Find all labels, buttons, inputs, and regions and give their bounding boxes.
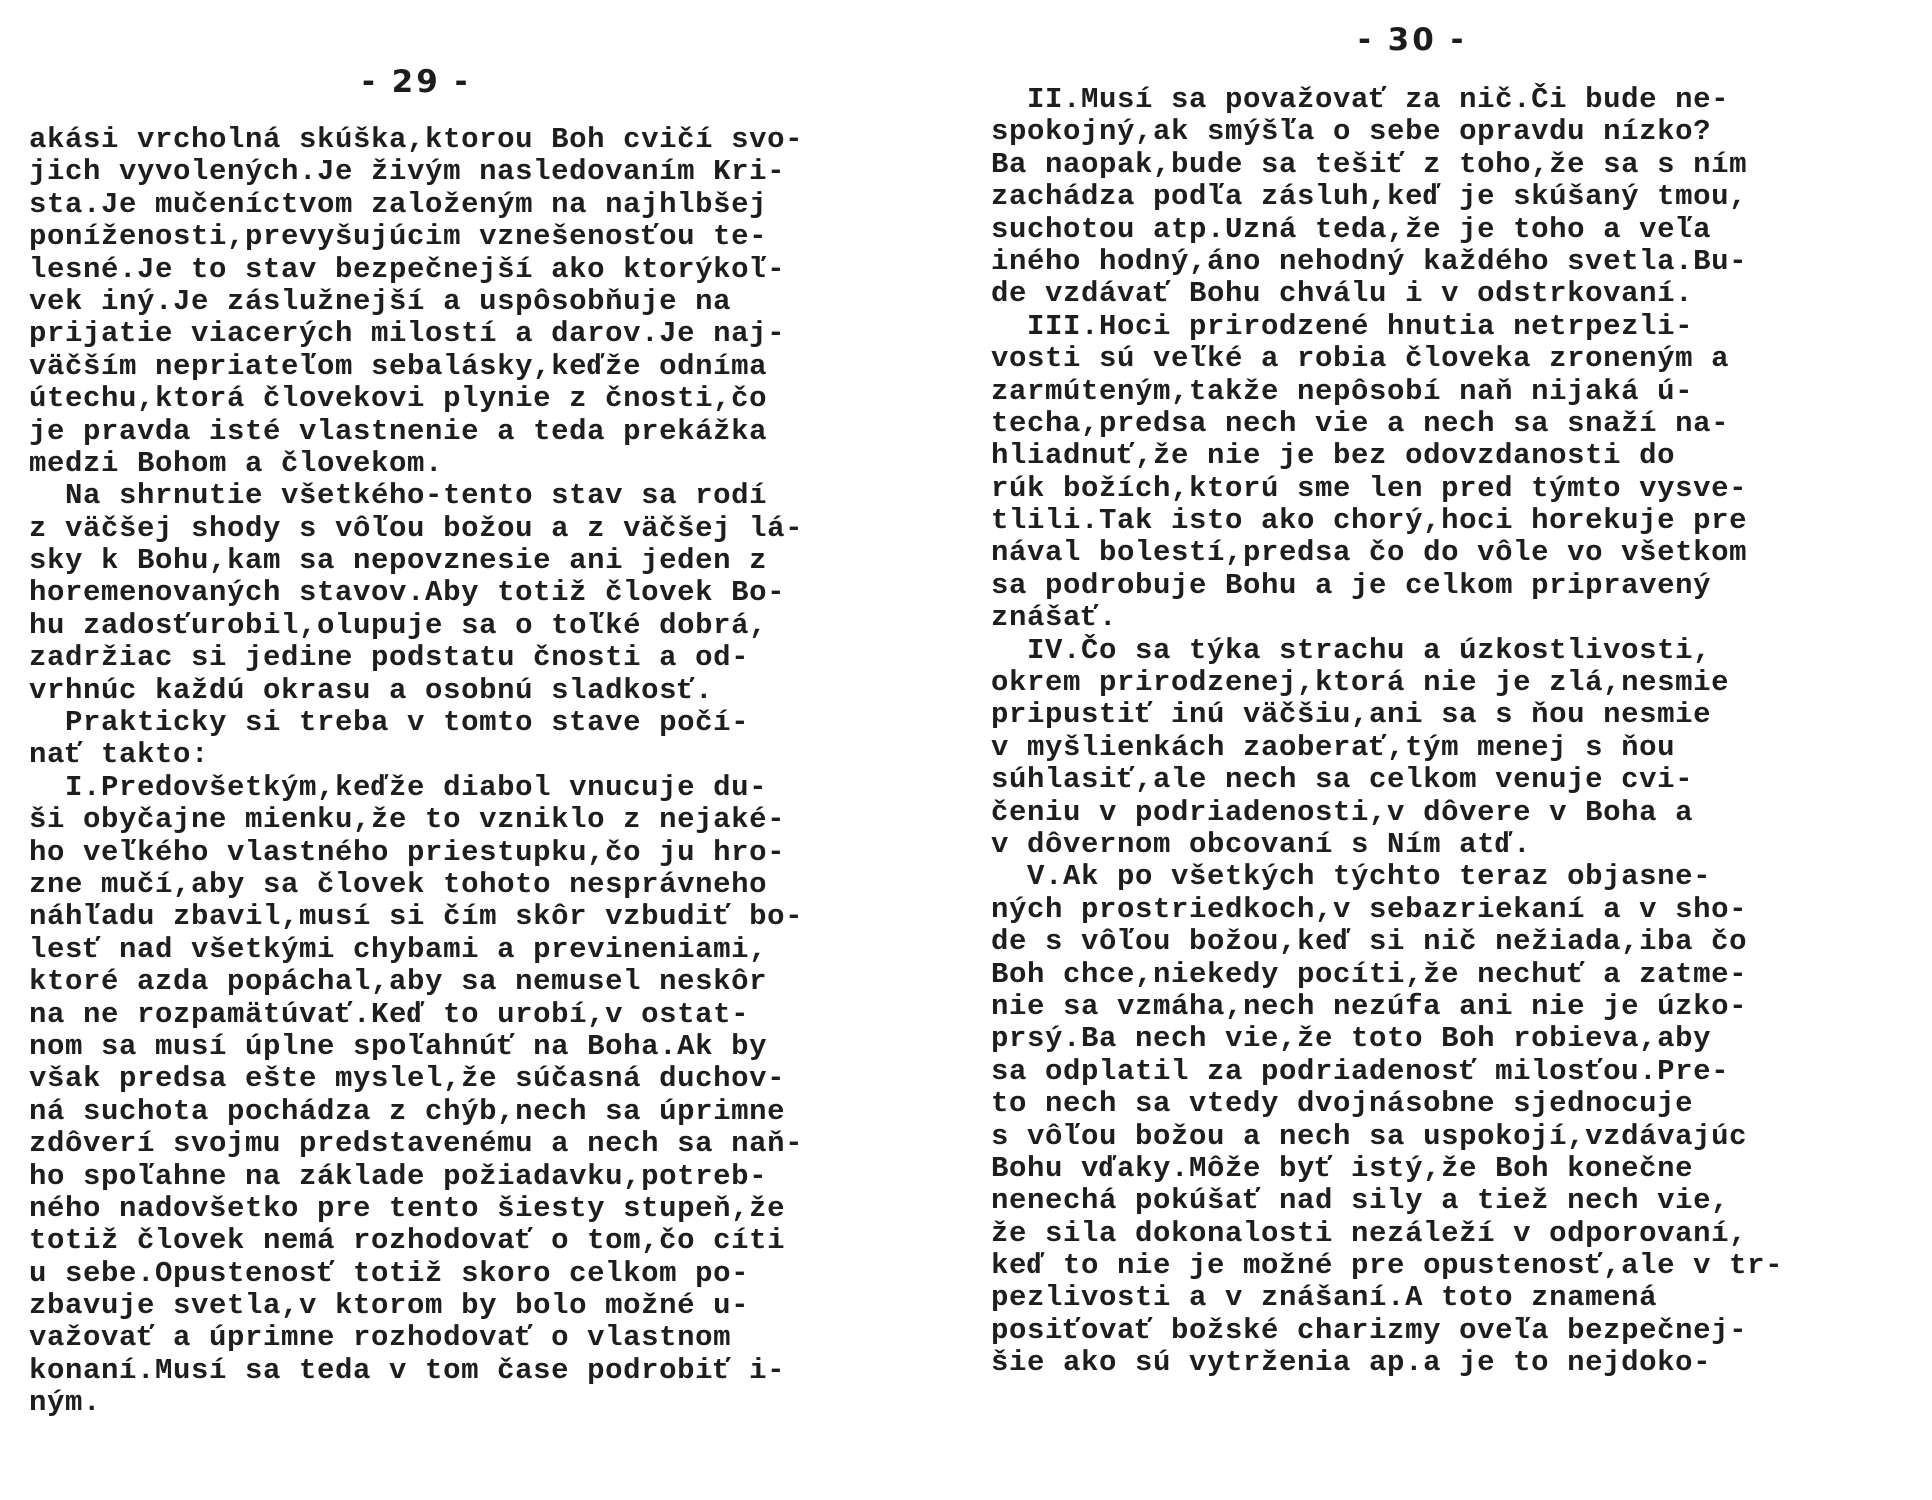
text-line: horemenovaných stavov.Aby totiž človek Bo- xyxy=(29,576,786,610)
text-line: že sila dokonalosti nezáleží v odporovaní, xyxy=(991,1216,1748,1250)
left-page xyxy=(0,0,940,1500)
text-line: pripustiť inú väčšiu,ani sa s ňou nesmie xyxy=(991,698,1712,732)
text-line: pezlivosti a v znášaní.A toto znamená xyxy=(991,1281,1658,1315)
text-line: ši obyčajne mienku,že to vzniklo z nejaké- xyxy=(29,803,786,837)
text-line: keď to nie je možné pre opustenosť,ale v tr- xyxy=(991,1249,1784,1283)
text-line: v dôvernom obcovaní s Ním atď. xyxy=(991,827,1532,861)
text-line: sky k Bohu,kam sa nepovznesie ani jeden z xyxy=(29,544,768,578)
text-line: poníženosti,prevyšujúcim vznešenosťou te- xyxy=(29,220,768,254)
text-line: konaní.Musí sa teda v tom čase podrobiť i- xyxy=(29,1353,786,1387)
text-line: ných prostriedkoch,v sebazriekaní a v sho- xyxy=(991,892,1748,926)
page-number-right: - 30 - xyxy=(1358,22,1467,58)
text-line: na ne rozpamätúvať.Keď to urobí,v ostat- xyxy=(29,997,750,1031)
text-line: súhlasiť,ale nech sa celkom venuje cvi- xyxy=(991,763,1694,797)
text-line: hliadnuť,že nie je bez odovzdanosti do xyxy=(991,439,1676,473)
text-line: vek iný.Je záslužnejší a uspôsobňuje na xyxy=(29,284,732,318)
text-line: to nech sa vtedy dvojnásobne sjednocuje xyxy=(991,1087,1694,1121)
text-line: s vôľou božou a nech sa uspokojí,vzdávajúc xyxy=(991,1119,1748,1153)
text-line: iného hodný,áno nehodný každého svetla.Bu- xyxy=(991,244,1748,278)
text-line: V.Ak po všetkých týchto teraz objasne- xyxy=(991,860,1712,894)
text-line: nať takto: xyxy=(29,738,210,772)
text-line: náhľadu zbavil,musí si čím skôr vzbudiť bo- xyxy=(29,900,804,934)
text-line: rúk božích,ktorú sme len pred týmto vysve- xyxy=(991,471,1748,505)
text-line: nie sa vzmáha,nech nezúfa ani nie je úzko- xyxy=(991,989,1748,1023)
text-line: posiťovať božské charizmy oveľa bezpečnej- xyxy=(991,1313,1748,1347)
text-line: zadržiac si jedine podstatu čnosti a od- xyxy=(29,641,750,675)
text-line: sta.Je mučeníctvom založeným na najhlbšej xyxy=(29,187,768,221)
text-line: ktoré azda popáchal,aby sa nemusel neskôr xyxy=(29,965,768,999)
text-line: I.Predovšetkým,keďže diabol vnucuje du- xyxy=(29,770,768,804)
text-line: z väčšej shody s vôľou božou a z väčšej lá- xyxy=(29,511,804,545)
text-line: znášať. xyxy=(991,601,1118,635)
text-line: lesné.Je to stav bezpečnejší ako ktorýkoľ- xyxy=(29,252,786,286)
text-line: medzi Bohom a človekom. xyxy=(29,446,444,480)
text-line: nával bolestí,predsa čo do vôle vo všetkom xyxy=(991,536,1748,570)
text-line: vosti sú veľké a robia človeka zroneným a xyxy=(991,342,1730,376)
text-line: Na shrnutie všetkého-tento stav sa rodí xyxy=(29,479,768,513)
text-line: u sebe.Opustenosť totiž skoro celkom po- xyxy=(29,1256,750,1290)
text-line: čeniu v podriadenosti,v dôvere v Boha a xyxy=(991,795,1694,829)
left-page-text xyxy=(29,124,803,1420)
text-line: prijatie viacerých milostí a darov.Je naj- xyxy=(29,317,786,351)
text-line: Ba naopak,bude sa tešiť z toho,že sa s ním xyxy=(991,147,1748,181)
text-line: okrem prirodzenej,ktorá nie je zlá,nesmie xyxy=(991,666,1730,700)
text-line: III.Hoci prirodzené hnutia netrpezli- xyxy=(991,309,1694,343)
text-line: Prakticky si treba v tomto stave počí- xyxy=(29,706,750,740)
text-line: však predsa ešte myslel,že súčasná duchov- xyxy=(29,1062,786,1096)
text-line: spokojný,ak smýšľa o sebe opravdu nízko? xyxy=(991,115,1712,149)
text-line: sa odplatil za podriadenosť milosťou.Pre- xyxy=(991,1054,1730,1088)
text-line: šie ako sú vytrženia ap.a je to nejdoko- xyxy=(991,1346,1712,1380)
text-line: ho spoľahne na základe požiadavku,potreb- xyxy=(29,1159,768,1193)
text-line: Boh chce,niekedy pocíti,že nechuť a zatme- xyxy=(991,957,1748,991)
text-line: II.Musí sa považovať za nič.Či bude ne- xyxy=(991,83,1730,116)
text-line: sa podrobuje Bohu a je celkom pripravený xyxy=(991,568,1712,602)
right-page-text xyxy=(991,84,1783,1380)
text-line: ná suchota pochádza z chýb,nech sa úprimne xyxy=(29,1094,786,1128)
text-line: vrhnúc každú okrasu a osobnú sladkosť. xyxy=(29,673,714,707)
text-line: prsý.Ba nech vie,že toto Boh robieva,aby xyxy=(991,1022,1712,1056)
text-line: zarmúteným,takže nepôsobí naň nijaká ú- xyxy=(991,374,1694,408)
text-line: zdôverí svojmu predstavenému a nech sa naň- xyxy=(29,1127,804,1161)
text-line: lesť nad všetkými chybami a previneniami, xyxy=(29,932,768,966)
text-line: ho veľkého vlastného priestupku,čo ju hro- xyxy=(29,835,786,869)
right-page xyxy=(990,0,1932,1500)
text-line: totiž človek nemá rozhodovať o tom,čo cíti xyxy=(29,1224,786,1258)
text-line: de vzdávať Bohu chválu i v odstrkovaní. xyxy=(991,277,1694,311)
text-line: väčším nepriateľom sebalásky,keďže odníma xyxy=(29,349,768,383)
text-line: jich vyvolených.Je živým nasledovaním Kri- xyxy=(29,155,786,189)
text-line: Bohu vďaky.Môže byť istý,že Boh konečne xyxy=(991,1151,1694,1185)
text-line: tlili.Tak isto ako chorý,hoci horekuje pre xyxy=(991,504,1748,538)
text-line: važovať a úprimne rozhodovať o vlastnom xyxy=(29,1321,732,1355)
text-line: suchotou atp.Uzná teda,že je toho a veľa xyxy=(991,212,1712,246)
text-line: zne mučí,aby sa človek tohoto nesprávneho xyxy=(29,867,768,901)
text-line: ného nadovšetko pre tento šiesty stupeň,že xyxy=(29,1191,786,1225)
text-line: v myšlienkách zaoberať,tým menej s ňou xyxy=(991,730,1676,764)
text-line: nom sa musí úplne spoľahnúť na Boha.Ak by xyxy=(29,1029,768,1063)
text-line: IV.Čo sa týka strachu a úzkostlivosti, xyxy=(991,633,1712,667)
text-line: hu zadosťurobil,olupuje sa o toľké dobrá, xyxy=(29,608,768,642)
text-line: techa,predsa nech vie a nech sa snaží na- xyxy=(991,406,1730,440)
page-number-left: - 29 - xyxy=(362,64,471,100)
text-line: akási vrcholná skúška,ktorou Boh cvičí svo- xyxy=(29,123,804,156)
text-line: ným. xyxy=(29,1386,102,1420)
text-line: zachádza podľa zásluh,keď je skúšaný tmou, xyxy=(991,180,1748,214)
text-line: zbavuje svetla,v ktorom by bolo možné u- xyxy=(29,1289,750,1323)
text-line: je pravda isté vlastnenie a teda prekážka xyxy=(29,414,768,448)
text-line: de s vôľou božou,keď si nič nežiada,iba čo xyxy=(991,925,1748,959)
text-line: útechu,ktorá človekovi plynie z čnosti,čo xyxy=(29,382,768,416)
text-line: nenechá pokúšať nad sily a tiež nech vie, xyxy=(991,1184,1730,1218)
